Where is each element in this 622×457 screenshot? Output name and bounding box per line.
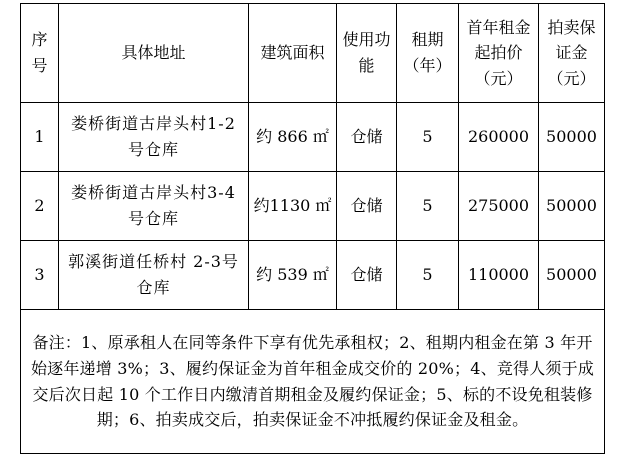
- header-area: 建筑面积: [249, 4, 337, 103]
- remarks-note: 备注：1、原承租人在同等条件下享有优先承租权；2、租期内租金在第 3 年开始逐年递增 3%；3、履约保证金为首年租金成交价的 20%；4、竞得人须于成交后次日起 10 个工作日内缴清首期租金及履约保证金；5、标的不设免租装修期；6、拍卖成交后，拍卖保证金不冲抵履约保证金及租金。: [21, 310, 605, 454]
- cell-area: 约 866 ㎡: [249, 103, 337, 172]
- cell-address: 郭溪街道任桥村 2-3号仓库: [59, 241, 249, 310]
- cell-area: 约 539 ㎡: [249, 241, 337, 310]
- cell-deposit: 50000: [539, 241, 605, 310]
- cell-use: 仓储: [337, 103, 397, 172]
- cell-start-price: 110000: [459, 241, 539, 310]
- header-start-price: 首年租金起拍价（元）: [459, 4, 539, 103]
- auction-table: [20, 3, 605, 454]
- header-deposit: 拍卖保证金（元）: [539, 4, 605, 103]
- header-address: 具体地址: [59, 4, 249, 103]
- cell-index: 1: [21, 103, 59, 172]
- table-row: [21, 241, 605, 310]
- header-term: 租期（年）: [397, 4, 459, 103]
- header-use: 使用功能: [337, 4, 397, 103]
- cell-term: 5: [397, 241, 459, 310]
- cell-term: 5: [397, 103, 459, 172]
- cell-use: 仓储: [337, 241, 397, 310]
- header-row: [21, 4, 605, 103]
- cell-address: 娄桥街道古岸头村1-2号仓库: [59, 103, 249, 172]
- cell-start-price: 275000: [459, 172, 539, 241]
- header-index: 序号: [21, 4, 59, 103]
- table-row: [21, 103, 605, 172]
- cell-area: 约1130 ㎡: [249, 172, 337, 241]
- cell-term: 5: [397, 172, 459, 241]
- note-row: [21, 310, 605, 454]
- cell-start-price: 260000: [459, 103, 539, 172]
- cell-index: 3: [21, 241, 59, 310]
- cell-use: 仓储: [337, 172, 397, 241]
- cell-deposit: 50000: [539, 172, 605, 241]
- cell-index: 2: [21, 172, 59, 241]
- cell-address: 娄桥街道古岸头村3-4号仓库: [59, 172, 249, 241]
- cell-deposit: 50000: [539, 103, 605, 172]
- table-row: [21, 172, 605, 241]
